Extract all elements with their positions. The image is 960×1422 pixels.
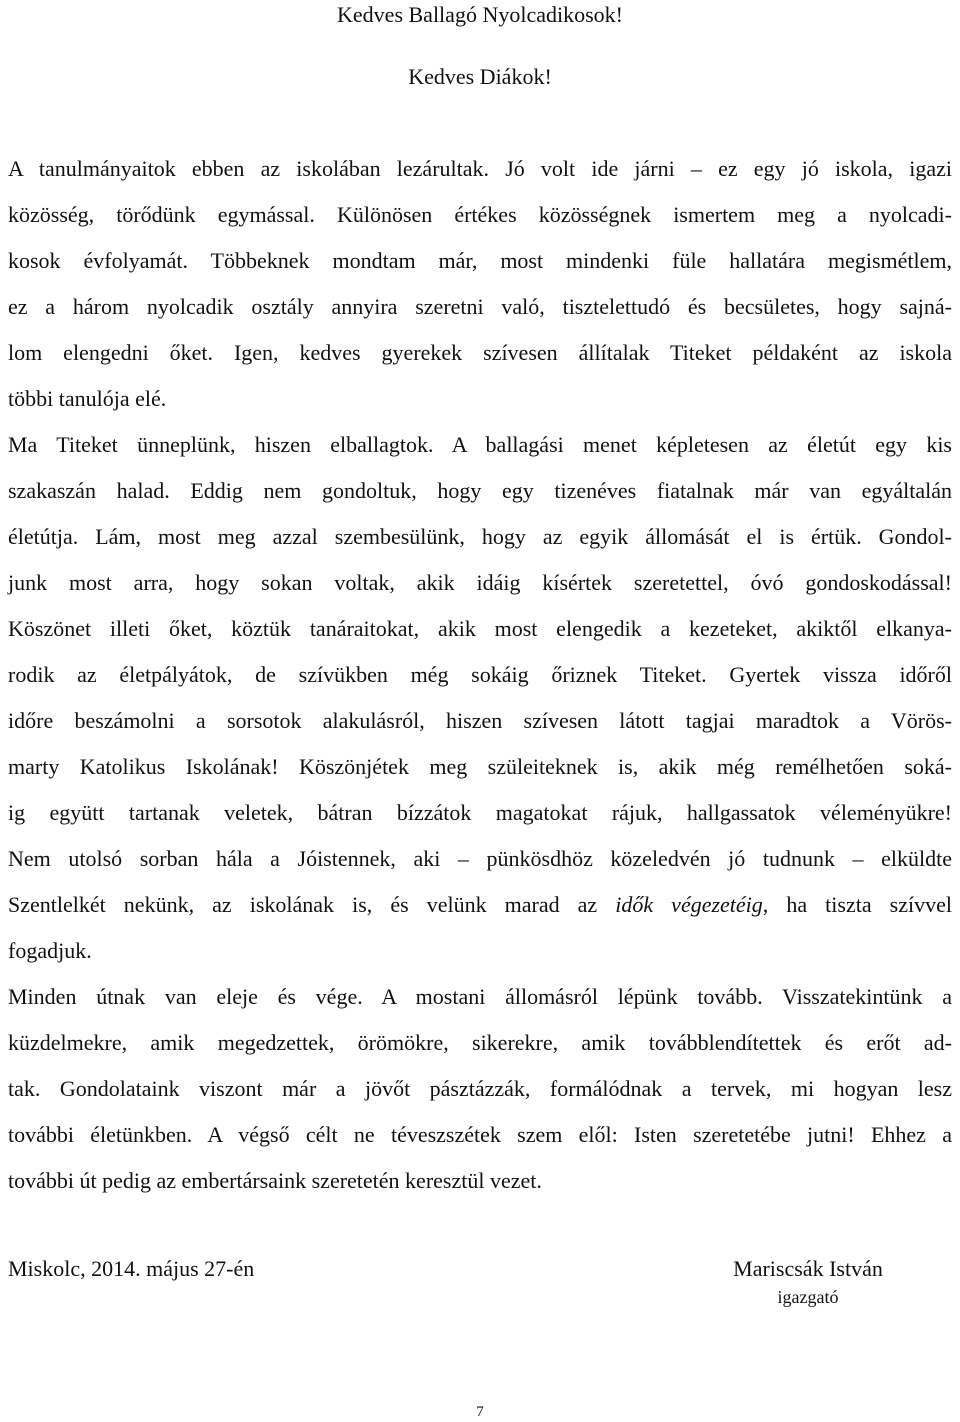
body-line: ez a három nyolcadik osztály annyira szeretni való, tisztelettudó és becsületes, hogy sajná- — [8, 294, 952, 319]
body-line-with-italic — [8, 882, 952, 928]
body-line: küzdelmekre, amik megedzettek, örömökre, sikerekre, amik továbblendítettek és erőt ad- — [8, 1030, 952, 1055]
body-line: fogadjuk. — [8, 938, 92, 963]
body-line: szakaszán halad. Eddig nem gondoltuk, hogy egy tizenéves fiatalnak már van egyáltalán — [8, 478, 952, 503]
body-line: tak. Gondolataink viszont már a jövőt pásztázzák, formálódnak a tervek, mi hogyan lesz — [8, 1076, 952, 1101]
body-line: junk most arra, hogy sokan voltak, akik idáig kísértek szeretettel, óvó gondoskodással! — [8, 570, 952, 595]
body-line: Köszönet illeti őket, köztük tanáraitokat, akik most elengedik a kezeteket, akiktől elkanya- — [8, 616, 952, 641]
signature-block — [700, 1254, 916, 1310]
body-line: többi tanulója elé. — [8, 386, 167, 411]
body-line: közösség, törődünk egymással. Különösen értékes közösségnek ismertem meg a nyolcadi- — [8, 202, 952, 227]
place-and-date: Miskolc, 2014. május 27-én — [8, 1256, 255, 1281]
body-line: lom elengedni őket. Igen, kedves gyerekek szívesen állítalak Titeket példaként az iskola — [8, 340, 952, 365]
body-line: Nem utolsó sorban hála a Jóistennek, aki – pünkösdhöz közeledvén jó tudnunk – elküldte — [8, 846, 952, 871]
letter-body — [8, 146, 952, 1204]
body-line: marty Katolikus Iskolának! Köszönjétek meg szüleiteknek is, akik még remélhetően soká- — [8, 754, 952, 779]
body-line: további életünkben. A végső célt ne téveszszétek szem elől: Isten szeretetébe jutni! Ehhez a — [8, 1122, 952, 1147]
body-line: időre beszámolni a sorsotok alakulásról, hiszen szívesen látott tagjai maradtok a Vörös- — [8, 708, 952, 733]
body-line: további út pedig az embertársaink szeretetén keresztül vezet. — [8, 1168, 542, 1193]
page-number: 7 — [476, 1404, 484, 1420]
body-line: ig együtt tartanak veletek, bátran bízzátok magatokat rájuk, hallgassatok véleményükre! — [8, 800, 952, 825]
body-line: kosok évfolyamát. Többeknek mondtam már, most mindenki füle hallatára megismétlem, — [8, 248, 952, 273]
signatory-name: Mariscsák István — [733, 1256, 883, 1281]
body-line: rodik az életpályátok, de szívükben még sokáig őriznek Titeket. Gyertek vissza időről — [8, 662, 952, 687]
salutation-students-eighth-grade: Kedves Ballagó Nyolcadikosok! — [337, 2, 623, 27]
body-line: A tanulmányaitok ebben az iskolában lezárultak. Jó volt ide járni – ez egy jó iskola, igazi — [8, 156, 952, 181]
body-line: Minden útnak van eleje és vége. A mostani állomásról lépünk tovább. Visszatekintünk a — [8, 984, 952, 1009]
salutation-students: Kedves Diákok! — [408, 64, 552, 89]
body-line: Ma Titeket ünneplünk, hiszen elballagtok. A ballagási menet képletesen az életút egy kis — [8, 432, 952, 457]
italic-phrase: idők végezetéig — [615, 892, 763, 917]
body-line: életútja. Lám, most meg azzal szembesülünk, hogy az egyik állomását el is értük. Gondol- — [8, 524, 952, 549]
signatory-title: igazgató — [777, 1287, 839, 1307]
body-line-part: Szentlelkét nekünk, az iskolának is, és velünk marad az — [8, 892, 616, 917]
body-line-part: , ha tiszta szívvel — [762, 892, 952, 917]
